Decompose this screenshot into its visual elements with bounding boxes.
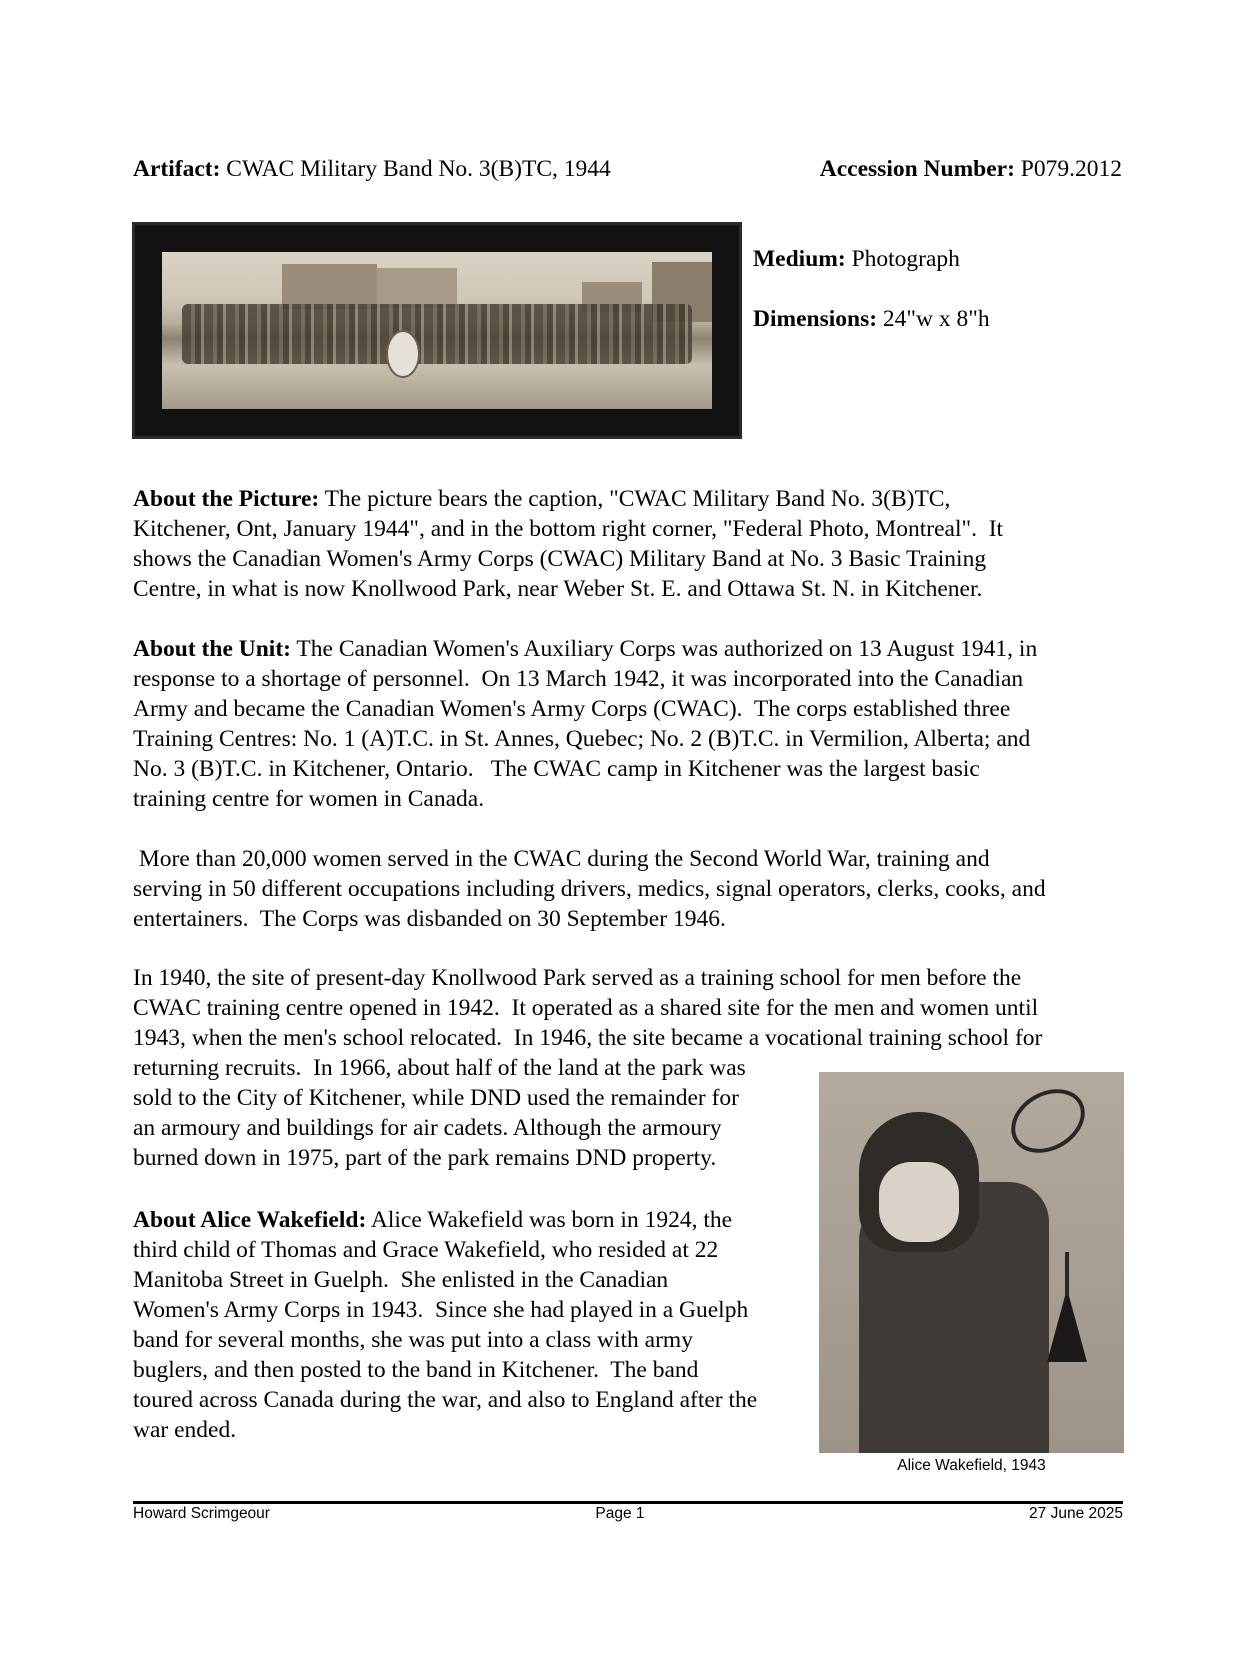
text-line-content: The picture bears the caption, "CWAC Military Band No. 3(B)TC, (319, 486, 951, 512)
accession-heading (820, 154, 1122, 184)
text-line: Kitchener, Ont, January 1944", and in the bottom right corner, "Federal Photo, Montreal". It (133, 516, 1004, 542)
artifact-heading (133, 154, 611, 184)
text-line: Manitoba Street in Guelph. She enlisted in the Canadian (133, 1267, 669, 1293)
accession-label: Accession Number: (819, 156, 1015, 182)
text-line-content: The Canadian Women's Auxiliary Corps was authorized on 13 August 1941, in (290, 636, 1038, 662)
alice-wakefield-photo (819, 1072, 1124, 1453)
footer-date: 27 June 2025 (1029, 1505, 1123, 1522)
service-paragraph (133, 844, 1046, 934)
band-photo-framed (132, 222, 742, 439)
text-line: war ended. (133, 1417, 237, 1443)
text-line: Centre, in what is now Knollwood Park, near Weber St. E. and Ottawa St. N. in Kitchener. (133, 576, 983, 602)
bass-drum (386, 330, 420, 378)
footer-page-number: Page 1 (595, 1505, 645, 1522)
text-line-content: Alice Wakefield was born in 1924, the (366, 1207, 733, 1233)
about-picture-paragraph (133, 484, 1003, 604)
text-line: entertainers. The Corps was disbanded on 30 September 1946. (133, 906, 726, 932)
text-line: returning recruits. In 1966, about half of the land at the park was (133, 1055, 746, 1081)
dimensions-label: Dimensions: (753, 306, 878, 332)
bugle (1000, 1076, 1097, 1165)
text-line: response to a shortage of personnel. On 13 March 1942, it was incorporated into the Canadian (133, 666, 1024, 692)
text-line: toured across Canada during the war, and also to England after the (133, 1387, 758, 1413)
dimensions-field (753, 304, 990, 334)
bugle-tassel (1047, 1252, 1087, 1362)
about-picture-label: About the Picture: (133, 486, 320, 512)
text-line: burned down in 1975, part of the park remains DND property. (133, 1145, 717, 1171)
text-line: sold to the City of Kitchener, while DND used the remainder for (133, 1085, 739, 1111)
text-line: serving in 50 different occupations including drivers, medics, signal operators, clerks, cooks, and (133, 876, 1046, 902)
footer-author: Howard Scrimgeour (133, 1505, 270, 1522)
text-line: CWAC training centre opened in 1942. It operated as a shared site for the men and women until (133, 995, 1039, 1021)
about-alice-label: About Alice Wakefield: (133, 1207, 367, 1233)
about-unit-label: About the Unit: (133, 636, 291, 662)
building (377, 268, 457, 308)
accession-value: P079.2012 (1020, 156, 1122, 182)
text-line: 1943, when the men's school relocated. In 1946, the site became a vocational training school for (133, 1025, 1043, 1051)
text-line: shows the Canadian Women's Army Corps (CWAC) Military Band at No. 3 Basic Training (133, 546, 987, 572)
text-line (133, 1205, 757, 1235)
text-line: an armoury and buildings for air cadets. Although the armoury (133, 1115, 722, 1141)
medium-field (753, 244, 960, 274)
text-line (133, 484, 1003, 514)
footer-divider (133, 1501, 1123, 1504)
text-line: buglers, and then posted to the band in Kitchener. The band (133, 1357, 699, 1383)
medium-value: Photograph (851, 246, 960, 272)
building (282, 264, 377, 309)
text-line: No. 3 (B)T.C. in Kitchener, Ontario. The CWAC camp in Kitchener was the largest basic (133, 756, 980, 782)
band-photo-image (162, 252, 712, 409)
artifact-label: Artifact: (133, 156, 221, 182)
about-unit-paragraph (133, 634, 1037, 814)
figure-face (879, 1162, 959, 1242)
text-line (133, 634, 1037, 664)
medium-label: Medium: (753, 246, 846, 272)
text-line: band for several months, she was put into a class with army (133, 1327, 693, 1353)
text-line: Women's Army Corps in 1943. Since she had played in a Guelph (133, 1297, 749, 1323)
text-line: Training Centres: No. 1 (A)T.C. in St. Annes, Quebec; No. 2 (B)T.C. in Vermilion, Alberta; and (133, 726, 1031, 752)
text-line: In 1940, the site of present-day Knollwood Park served as a training school for men before the (133, 965, 1022, 991)
text-line: training centre for women in Canada. (133, 786, 485, 812)
text-line: Army and became the Canadian Women's Army Corps (CWAC). The corps established three (133, 696, 1011, 722)
text-line: More than 20,000 women served in the CWAC during the Second World War, training and (133, 846, 990, 872)
text-line: third child of Thomas and Grace Wakefield, who resided at 22 (133, 1237, 719, 1263)
band-members (182, 304, 692, 364)
dimensions-value: 24"w x 8"h (882, 306, 990, 332)
photo-caption: Alice Wakefield, 1943 (897, 1457, 1046, 1474)
artifact-value: CWAC Military Band No. 3(B)TC, 1944 (226, 156, 611, 182)
about-alice-paragraph (133, 1205, 757, 1445)
